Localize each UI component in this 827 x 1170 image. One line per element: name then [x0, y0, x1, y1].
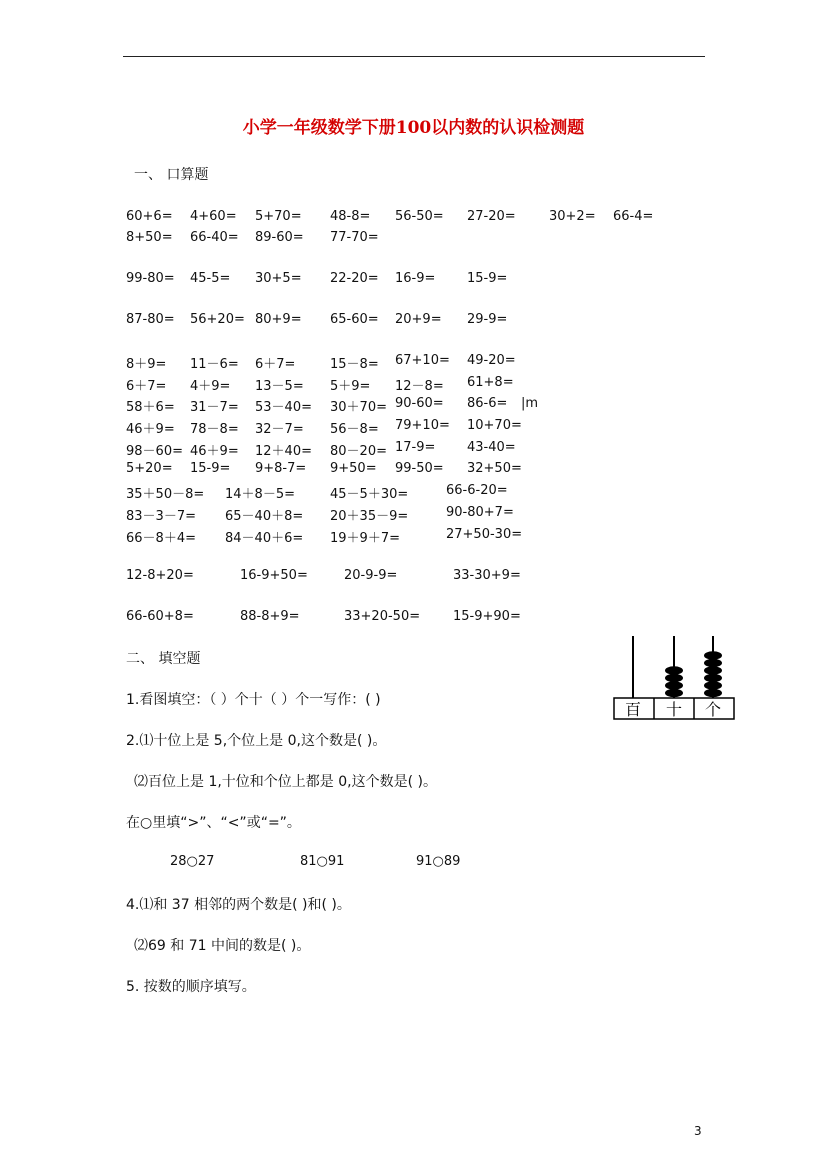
- arith-problem: 4＋9=: [190, 379, 231, 394]
- arith-problem: 12－8=: [395, 379, 444, 394]
- abacus-bead: [665, 681, 683, 689]
- page-title: 小学一年级数学下册100以内数的认识检测题: [242, 118, 585, 138]
- question-2a: 2.⑴十位上是 5,个位上是 0,这个数是( )。: [126, 733, 387, 749]
- arith-problem: 8+50=: [126, 230, 173, 245]
- arith-problem: 22-20=: [330, 271, 379, 286]
- abacus-bead: [704, 659, 722, 667]
- arith-problem: 20＋35－9=: [330, 509, 409, 524]
- arith-problem: 12-8+20=: [126, 568, 194, 583]
- arith-problem: 45－5＋30=: [330, 487, 409, 502]
- arith-problem: 17-9=: [395, 440, 436, 455]
- arith-problem: 88-8+9=: [240, 609, 300, 624]
- arith-problem: 61+8=: [467, 375, 514, 390]
- arith-problem: 33+20-50=: [344, 609, 421, 624]
- abacus-bead: [665, 674, 683, 682]
- arith-problem: 30+5=: [255, 271, 302, 286]
- arith-problem: 80－20=: [330, 444, 387, 459]
- arith-problem: 32+50=: [467, 461, 522, 476]
- compare-item: 91○89: [416, 854, 461, 869]
- arith-problem: 31－7=: [190, 400, 239, 415]
- question-4a: 4.⑴和 37 相邻的两个数是( )和( )。: [126, 897, 351, 913]
- question-3: 在○里填“>”、“<”或“=”。: [126, 815, 301, 831]
- arith-problem: 6＋7=: [126, 379, 167, 394]
- arith-problem: 30＋70=: [330, 400, 387, 415]
- abacus-label-ones: 个: [704, 700, 722, 719]
- arith-problem: 77-70=: [330, 230, 379, 245]
- arith-problem: |m: [521, 396, 539, 411]
- arith-problem: 4+60=: [190, 209, 237, 224]
- arith-problem: 5+70=: [255, 209, 302, 224]
- arith-problem: 56-50=: [395, 209, 444, 224]
- arith-problem: 8＋9=: [126, 357, 167, 372]
- question-4b: ⑵69 和 71 中间的数是( )。: [134, 938, 311, 954]
- arith-problem: 79+10=: [395, 418, 450, 433]
- abacus-diagram: [605, 630, 737, 722]
- arith-problem: 46＋9=: [126, 422, 175, 437]
- arith-problem: 65-60=: [330, 312, 379, 327]
- arith-problem: 16-9=: [395, 271, 436, 286]
- arith-problem: 60+6=: [126, 209, 173, 224]
- abacus-bead: [704, 681, 722, 689]
- arith-problem: 66－8＋4=: [126, 531, 196, 546]
- arith-problem: 84－40＋6=: [225, 531, 304, 546]
- arith-problem: 20+9=: [395, 312, 442, 327]
- arith-problem: 20-9-9=: [344, 568, 398, 583]
- arith-problem: 56+20=: [190, 312, 245, 327]
- arith-problem: 48-8=: [330, 209, 371, 224]
- abacus-label-tens: 十: [665, 700, 683, 719]
- arith-problem: 14＋8－5=: [225, 487, 295, 502]
- arith-problem: 65－40＋8=: [225, 509, 304, 524]
- arith-problem: 66-40=: [190, 230, 239, 245]
- arith-problem: 49-20=: [467, 353, 516, 368]
- arith-problem: 5+20=: [126, 461, 173, 476]
- abacus-bead: [665, 689, 683, 697]
- arith-problem: 10+70=: [467, 418, 522, 433]
- arith-problem: 30+2=: [549, 209, 596, 224]
- arith-problem: 43-40=: [467, 440, 516, 455]
- arith-problem: 27-20=: [467, 209, 516, 224]
- arith-problem: 58＋6=: [126, 400, 175, 415]
- arith-problem: 11－6=: [190, 357, 239, 372]
- arith-problem: 89-60=: [255, 230, 304, 245]
- question-2b: ⑵百位上是 1,十位和个位上都是 0,这个数是( )。: [134, 774, 437, 790]
- abacus-bead: [665, 666, 683, 674]
- arith-problem: 78－8=: [190, 422, 239, 437]
- section-1-heading: 一、 口算题: [134, 167, 209, 183]
- arith-problem: 90-60=: [395, 396, 444, 411]
- arith-problem: 15-9=: [467, 271, 508, 286]
- arith-problem: 13－5=: [255, 379, 304, 394]
- abacus-bead: [704, 674, 722, 682]
- arith-problem: 46＋9=: [190, 444, 239, 459]
- arith-problem: 12＋40=: [255, 444, 312, 459]
- arith-problem: 27+50-30=: [446, 527, 523, 542]
- arith-problem: 35＋50－8=: [126, 487, 205, 502]
- arith-problem: 19＋9＋7=: [330, 531, 400, 546]
- compare-item: 81○91: [300, 854, 345, 869]
- abacus-bead: [704, 689, 722, 697]
- page-number: 3: [694, 1124, 702, 1138]
- arith-problem: 99-80=: [126, 271, 175, 286]
- arith-problem: 98－60=: [126, 444, 183, 459]
- header-rule: [123, 56, 705, 57]
- arith-problem: 32－7=: [255, 422, 304, 437]
- arith-problem: 53－40=: [255, 400, 312, 415]
- arith-problem: 16-9+50=: [240, 568, 308, 583]
- abacus-bead: [704, 651, 722, 659]
- arith-problem: 90-80+7=: [446, 505, 514, 520]
- compare-item: 28○27: [170, 854, 215, 869]
- arith-problem: 5＋9=: [330, 379, 371, 394]
- arith-problem: 80+9=: [255, 312, 302, 327]
- abacus-bead: [704, 666, 722, 674]
- arith-problem: 67+10=: [395, 353, 450, 368]
- question-1: 1.看图填空：（ ）个十（ ）个一写作：( ): [126, 692, 381, 708]
- section-2-heading: 二、 填空题: [126, 651, 201, 667]
- arith-problem: 29-9=: [467, 312, 508, 327]
- arith-problem: 56－8=: [330, 422, 379, 437]
- arith-problem: 66-60+8=: [126, 609, 194, 624]
- abacus-label-hundreds: 百: [624, 700, 642, 719]
- arith-problem: 87-80=: [126, 312, 175, 327]
- question-5: 5. 按数的顺序填写。: [126, 979, 256, 995]
- arith-problem: 15-9=: [190, 461, 231, 476]
- arith-problem: 86-6=: [467, 396, 508, 411]
- arith-problem: 66-4=: [613, 209, 654, 224]
- arith-problem: 15-9+90=: [453, 609, 521, 624]
- arith-problem: 9+8-7=: [255, 461, 307, 476]
- arith-problem: 83－3－7=: [126, 509, 196, 524]
- arith-problem: 99-50=: [395, 461, 444, 476]
- arith-problem: 9+50=: [330, 461, 377, 476]
- arith-problem: 33-30+9=: [453, 568, 521, 583]
- arith-problem: 45-5=: [190, 271, 231, 286]
- arith-problem: 15－8=: [330, 357, 379, 372]
- arith-problem: 6＋7=: [255, 357, 296, 372]
- arith-problem: 66-6-20=: [446, 483, 508, 498]
